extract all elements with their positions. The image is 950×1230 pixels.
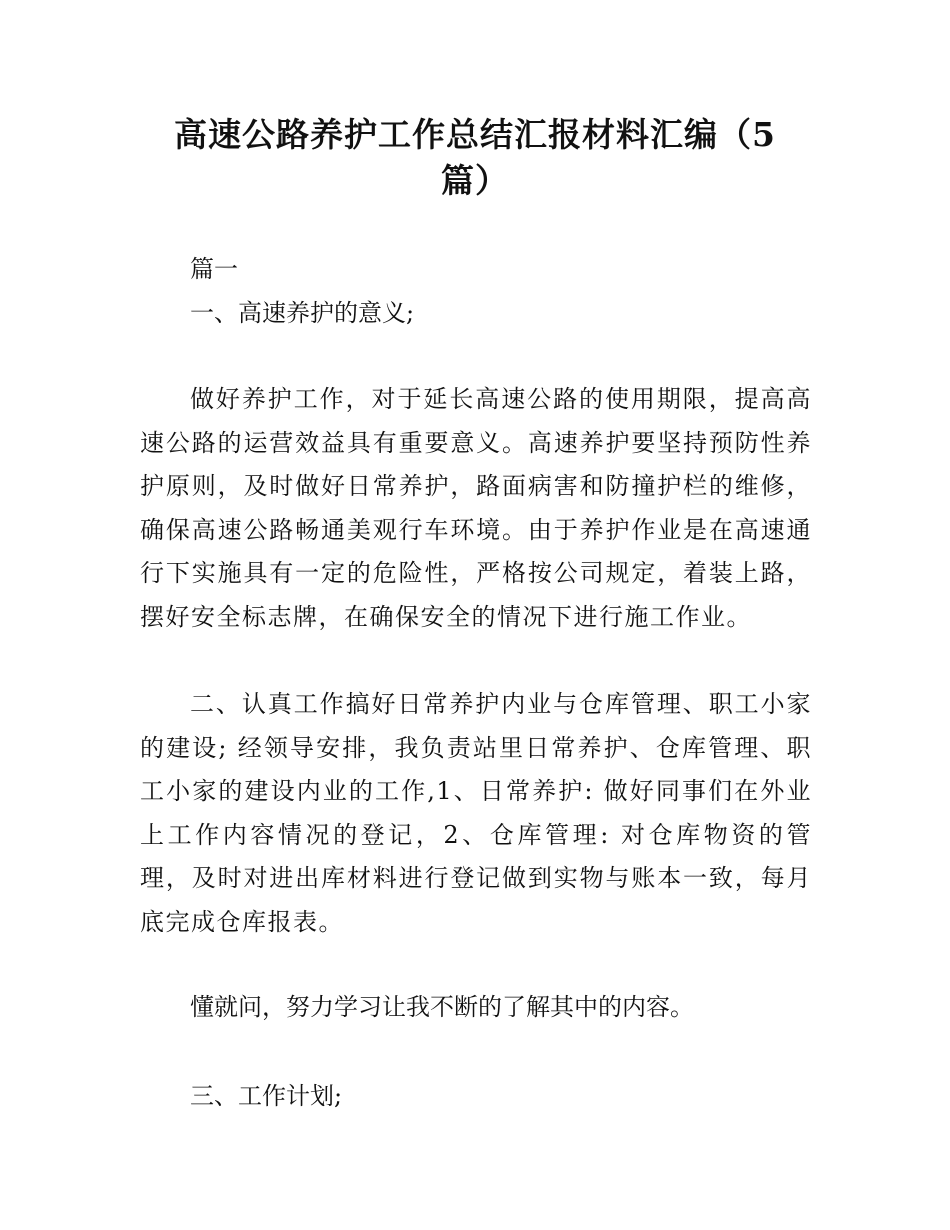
paragraph-learning: 懂就问，努力学习让我不断的了解其中的内容。 — [190, 993, 694, 1021]
paragraph-significance: 做好养护工作，对于延长高速公路的使用期限，提高高速公路的运营效益具有重要意义。高速养护要坚持预防性养护原则，及时做好日常养护，路面病害和防撞护栏的维修，确保高速公路畅通美观行车环境。由于养护作业是在高速通行下实施具有一定的危险性，严格按公司规定，着装上路，摆好安全标志牌，在确保安全的情况下进行施工作业。 — [140, 385, 812, 631]
heading-work-plan: 三、工作计划; — [190, 1082, 343, 1110]
title-line-2: 篇） — [441, 161, 509, 200]
paragraph-daily-maintenance: 二、认真工作搞好日常养护内业与仓库管理、职工小家的建设; 经领导安排，我负责站里日常养护、仓库管理、职工小家的建设内业的工作,1、日常养护: 做好同事们在外业上工作内容情况的登记，2、仓库管理: 对仓库物资的管理，及时对进出库材料进行登记做到实物与账本一致，每月底完成仓库报表。 — [140, 690, 812, 936]
section-label: 篇一 — [190, 255, 238, 283]
document-title — [140, 112, 810, 204]
title-line-1: 高速公路养护工作总结汇报材料汇编（5 — [174, 115, 776, 154]
heading-significance: 一、高速养护的意义; — [190, 299, 415, 327]
